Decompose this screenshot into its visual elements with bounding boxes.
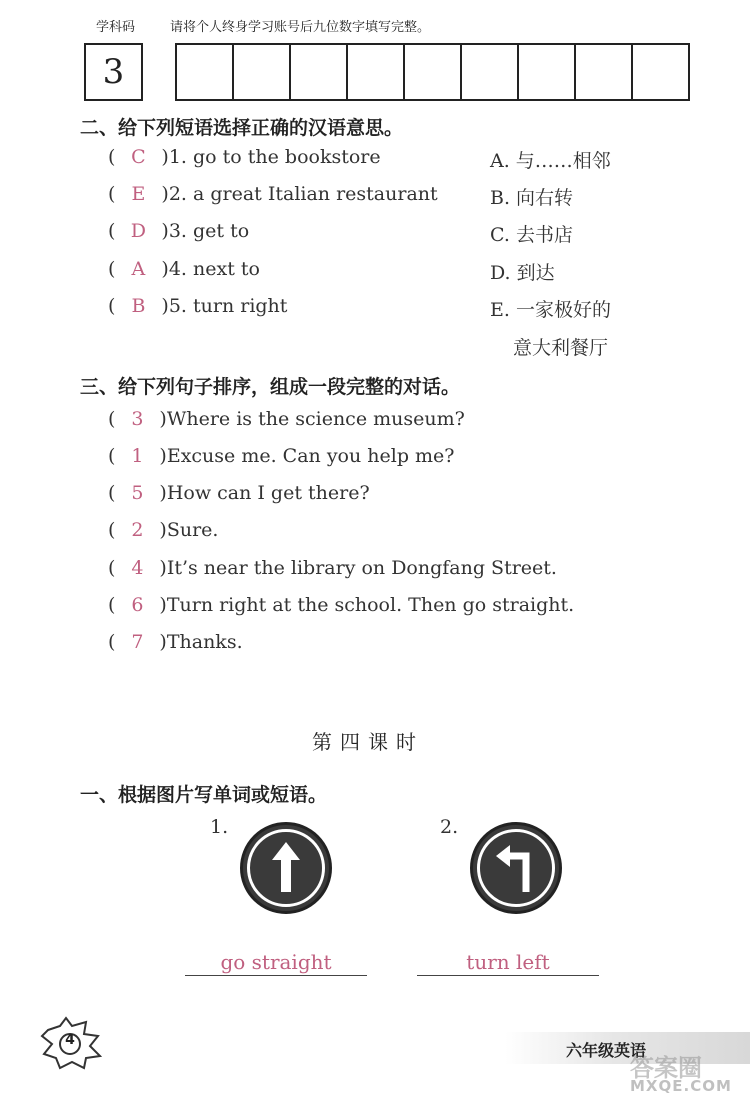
sentence-text: )Thanks. [159,631,243,653]
account-digit-box[interactable] [517,43,574,101]
account-digit-box[interactable] [574,43,631,101]
phrase-text: )4. next to [161,258,260,280]
sentence-text: )It’s near the library on Dongfang Street. [159,557,557,579]
ordering-item: ( 6 )Turn right at the school. Then go straight. [108,594,575,616]
order-blank[interactable]: 2 [131,519,144,541]
lesson-title: 第四课时 [312,730,424,754]
answer-turn-left[interactable]: turn left [466,950,550,974]
order-blank[interactable]: 4 [131,557,144,579]
matching-item: ( E )2. a great Italian restaurant [108,183,438,205]
sentence-text: )How can I get there? [159,482,370,504]
order-blank[interactable]: 3 [131,408,144,430]
code-boxes [84,43,690,99]
account-digit-box[interactable] [403,43,460,101]
watermark-top: 答案圈 [630,1054,702,1082]
answer-blank[interactable]: D [130,220,147,242]
ordering-item: ( 5 )How can I get there? [108,482,370,504]
order-blank[interactable]: 7 [131,631,144,653]
phrase-text: )5. turn right [161,295,288,317]
ordering-item: ( 7 )Thanks. [108,631,243,653]
turn-left-arrow-sign [470,822,562,914]
ordering-item: ( 3 )Where is the science museum? [108,408,465,430]
sentence-text: )Turn right at the school. Then go straight. [159,594,575,616]
subject-code-box[interactable]: 3 [84,43,143,101]
account-digit-box[interactable] [175,43,232,101]
page-number: 4 [65,1032,75,1048]
option-c: C. 去书店 [490,224,573,246]
account-digit-box[interactable] [289,43,346,101]
writing-line [185,975,367,976]
sentence-text: )Where is the science museum? [159,408,465,430]
account-instruction: 请将个人终身学习账号后九位数字填写完整。 [170,20,431,35]
matching-item: ( A )4. next to [108,258,260,280]
order-blank[interactable]: 1 [131,445,144,467]
page-number-badge [40,1016,104,1070]
answer-blank[interactable]: B [131,295,146,317]
answer-go-straight[interactable]: go straight [220,950,332,974]
option-a: A. 与……相邻 [490,150,611,172]
straight-arrow-sign [240,822,332,914]
order-blank[interactable]: 5 [131,482,144,504]
section3-title: 三、给下列句子排序，组成一段完整的对话。 [80,376,461,398]
up-arrow-icon [250,832,322,904]
option-e-continued: 意大利餐厅 [513,337,609,359]
phrase-text: )3. get to [161,220,250,242]
option-d: D. 到达 [490,262,555,284]
sentence-text: )Excuse me. Can you help me? [159,445,455,467]
book-label: 六年级英语 [566,1041,647,1060]
answer-blank[interactable]: C [131,146,146,168]
ordering-item: ( 1 )Excuse me. Can you help me? [108,445,455,467]
order-blank[interactable]: 6 [131,594,144,616]
account-digit-box[interactable] [631,43,690,101]
item-number: 1. [210,816,229,838]
answer-blank[interactable]: E [131,183,146,205]
writing-line [417,975,599,976]
matching-item: ( C )1. go to the bookstore [108,146,381,168]
matching-item: ( D )3. get to [108,220,250,242]
section1-title: 一、根据图片写单词或短语。 [80,784,328,806]
matching-item: ( B )5. turn right [108,295,288,317]
section2-title: 二、给下列短语选择正确的汉语意思。 [80,117,404,139]
subject-code-label: 学科码 [96,20,136,35]
sentence-text: )Sure. [159,519,219,541]
watermark-bottom: MXQE.COM [630,1077,732,1095]
turn-left-arrow-icon [480,832,552,904]
phrase-text: )1. go to the bookstore [161,146,381,168]
account-digit-box[interactable] [460,43,517,101]
ordering-item: ( 2 )Sure. [108,519,219,541]
item-number: 2. [440,816,459,838]
answer-blank[interactable]: A [131,258,146,280]
account-digit-box[interactable] [232,43,289,101]
account-digit-box[interactable] [346,43,403,101]
option-e: E. 一家极好的 [490,299,611,321]
ordering-item: ( 4 )It’s near the library on Dongfang Street. [108,557,557,579]
phrase-text: )2. a great Italian restaurant [161,183,438,205]
option-b: B. 向右转 [490,187,574,209]
